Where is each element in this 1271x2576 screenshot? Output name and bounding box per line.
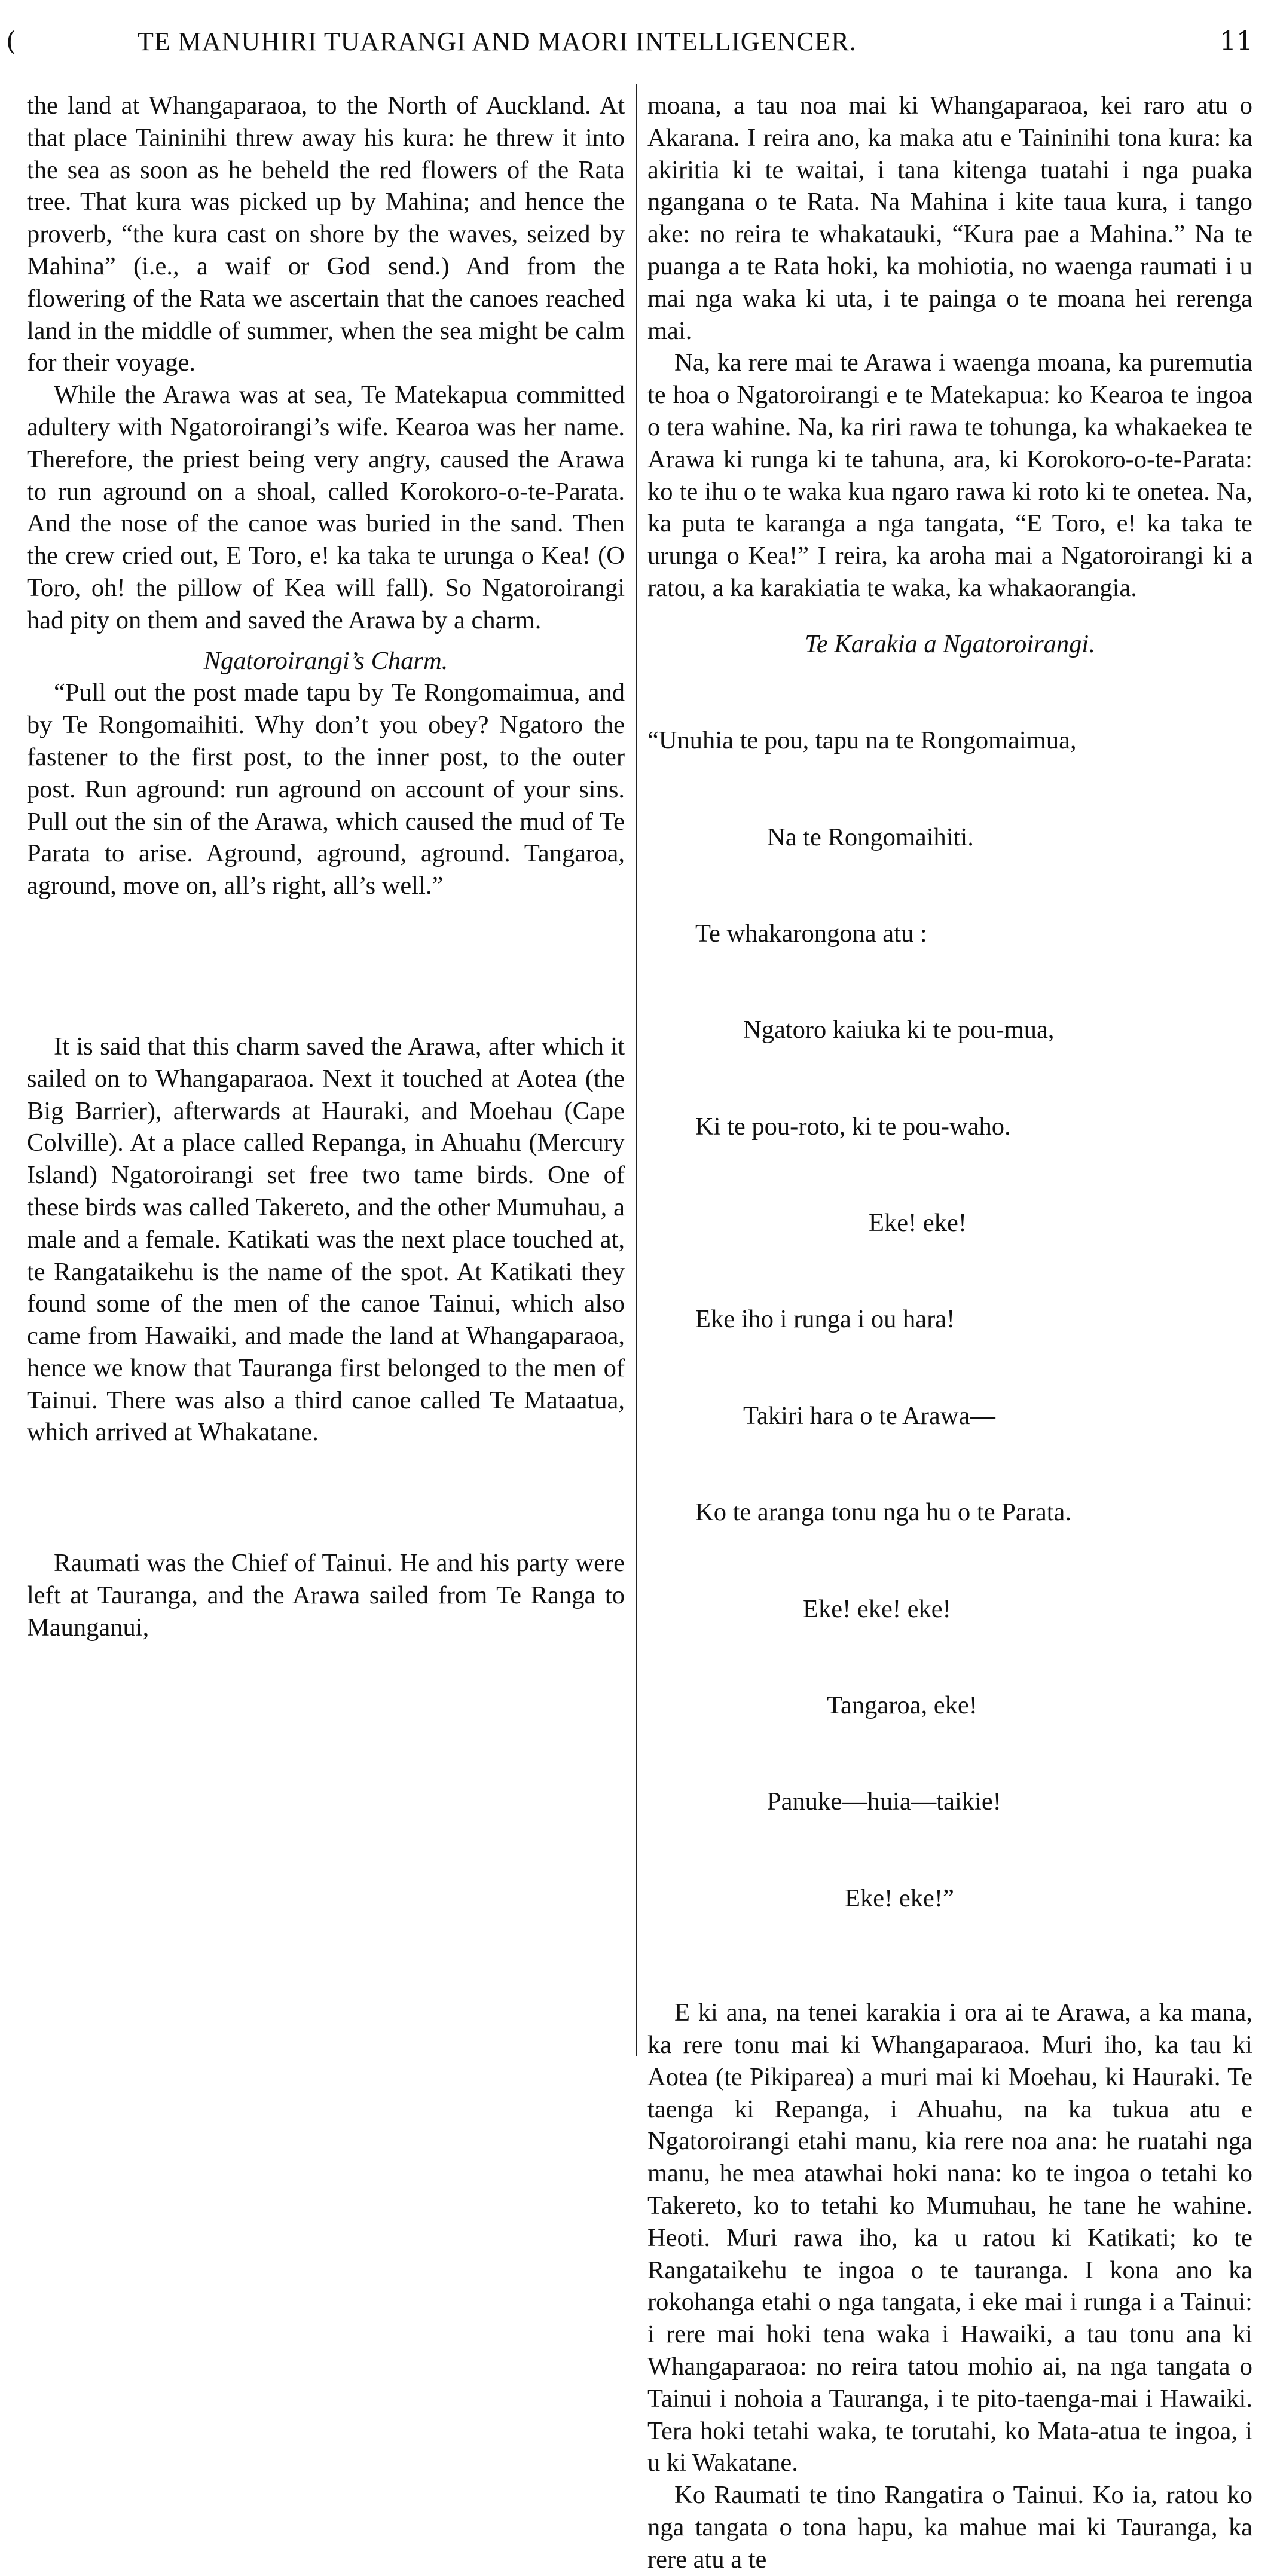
english-paragraph-2: While the Arawa was at sea, Te Matekapua committed adultery with Ngatoroirangi’s wife. Kearoa was her name. Therefore, the priest being very angry, caused the Arawa to run aground on a shoal, called Korokoro-o-te-Parata. And the nose of the canoe was buried in the sand. Then the crew cried out, E Toro, e! ka taka te urunga o Kea! (O Toro, oh! the pillow of Kea will fall). So Ngatoroirangi had pity on them and saved the Arawa by a charm.: [27, 381, 625, 634]
english-paragraph-3: It is said that this charm saved the Arawa, after which it sailed on to Whangaparaoa. Next it touched at Aotea (the Big Barrier), afterwards at Hauraki, and Moehau (Cape Colville). At a place called Repanga, in Ahuahu (Mercury Island) Ngatoroirangi set free two tame birds. One of these birds was called Takereto, and the other Mumuhau, a male and a female. Katikati was the next place touched at, te Rangataikehu is the name of the spot. At Katikati they found some of the men of the canoe Tainui, which also came from Hawaiki, and made the land at Whangaparaoa, hence we know that Tauranga first belonged to the men of Tainui. There was also a third canoe called Te Mataatua, which arrived at Whakatane.: [27, 1032, 625, 1447]
header-mark: (: [6, 26, 17, 57]
page-number: 11: [1220, 26, 1253, 57]
english-paragraph-1: the land at Whangaparaoa, to the North of Auckland. At that place Taininihi threw away his kura: he threw it into the sea as soon as he beheld the red flowers of the Rata tree. That kura was picked up by Mahina; and hence the proverb, “the kura cast on shore by the waves, seized by Mahina” (i.e., a waif or God send.) And from the flowering of the Rata we ascertain that the canoes reached land in the middle of summer, when the sea might be calm for their voyage.: [27, 91, 625, 377]
verse-line: Ngatoro kaiuka ki te pou-mua,: [743, 1016, 1055, 1044]
maori-paragraph-4: Ko Raumati te tino Rangatira o Tainui. Ko ia, ratou ko nga tangata o tona hapu, ka mahue mai ki Tauranga, ka rere atu a te: [647, 2481, 1252, 2574]
english-charm-text: “Pull out the post made tapu by Te Rongomaimua, and by Te Rongomaihiti. Why don’t you obey? Ngatoro the fastener to the first post, to the inner post, to the outer post. Run aground: run aground on account of your sins. Pull out the sin of the Arawa, which caused the mud of Te Parata to arise. Aground, aground, aground. Tangaroa, aground, move on, all’s right, all’s well.”: [27, 679, 625, 900]
verse-line: Panuke—huia—taikie!: [767, 1787, 1001, 1816]
verse-line: Na te Rongomaihiti.: [767, 823, 974, 851]
maori-paragraph-1: moana, a tau noa mai ki Whangaparaoa, kei raro atu o Akarana. I reira ano, ka maka atu e Taininihi tona kura: ka akiritia ki te waitai, i tana kitenga tuatahi i nga puaka ngangana o te Rata. Na Mahina i kite taua kura, i tango ake: no reira te whakatauki, “Kura pae a Mahina.” Na te puanga a te Rata hoki, ka mohiotia, no waenga raumati i u mai nga waka ki uta, i te painga o te moana hei rerenga mai.: [647, 91, 1252, 345]
english-charm-heading: Ngatoroirangi’s Charm.: [203, 646, 448, 675]
verse-line: Eke! eke!”: [845, 1884, 954, 1912]
column-divider: [636, 84, 637, 2056]
maori-paragraph-3: E ki ana, na tenei karakia i ora ai te Arawa, a ka mana, ka rere tonu mai ki Whangaparaoa. Muri iho, ka tau ki Aotea (te Pikiparea) a muri mai ki Moehau, ki Hauraki. Te taenga ki Repanga, i Ahuahu, na ka tukua atu e Ngatoroirangi etahi manu, kia rere noa ana: he ruatahi nga manu, he mea atawhai hoki nana: ko te ingoa o tetahi ko Takereto, ko to tetahi ko Mumuhau, he tane he wahine. Heoti. Muri rawa iho, ka u ratou ki Katikati; ko te Rangataikehu te ingoa o te tauranga. I kona ano ka rokohanga etahi o nga tangata, i eke mai i runga i a Tainui: i rere mai hoki tena waka i Hawaiki, a tau tonu ana ki Whangaparaoa: no reira tatou mohio ai, na nga tangata o Tainui i nohoia a Tauranga, i te pito-taenga-mai i Hawaiki. Tera hoki tetahi waka, te torutahi, ko Mata-atua te ingoa, i u ki Wakatane.: [647, 1999, 1252, 2477]
newspaper-title: TE MANUHIRI TUARANGI AND MAORI INTELLIGENCER.: [138, 27, 857, 56]
verse-line: Tangaroa, eke!: [827, 1691, 977, 1720]
verse-line: “Unuhia te pou, tapu na te Rongomaimua,: [647, 726, 1077, 755]
maori-column: [647, 90, 1252, 2576]
maori-charm-verse: [647, 661, 1252, 1979]
verse-line: Ki te pou-roto, ki te pou-waho.: [695, 1112, 1011, 1141]
verse-line: Te whakarongona atu :: [695, 919, 927, 948]
verse-line: Takiri hara o te Arawa—: [743, 1401, 995, 1430]
maori-paragraph-2: Na, ka rere mai te Arawa i waenga moana, ka puremutia te hoa o Ngatoroirangi e te Matekapua: ko Kearoa te ingoa o tera wahine. Na, ka riri rawa te tohunga, ka whakaekea te Arawa ki runga ki te tahuna, ara, ki Korokoro-o-te-Parata: ko te ihu o te waka kua ngaro rawa ki roto ki te onetea. Na, ka puta te karanga a nga tangata, “E Toro, e! ka taka te urunga o Kea!” I reira, ka aroha mai a Ngatoroirangi ki a ratou, a ka karakiatia te waka, ka whakaorangia.: [647, 349, 1252, 602]
english-paragraph-4: Raumati was the Chief of Tainui. He and his party were left at Tauranga, and the Arawa sailed from Te Ranga to Maunganui,: [27, 1549, 625, 1642]
verse-line: Eke iho i runga i ou hara!: [695, 1305, 955, 1334]
english-column: [27, 90, 625, 1644]
maori-charm-heading: Te Karakia a Ngatoroirangi.: [805, 630, 1095, 658]
verse-line: Eke! eke!: [869, 1209, 967, 1237]
verse-line: Eke! eke! eke!: [803, 1594, 951, 1623]
page-header: [0, 24, 1271, 60]
verse-line: Ko te aranga tonu nga hu o te Parata.: [695, 1498, 1072, 1527]
